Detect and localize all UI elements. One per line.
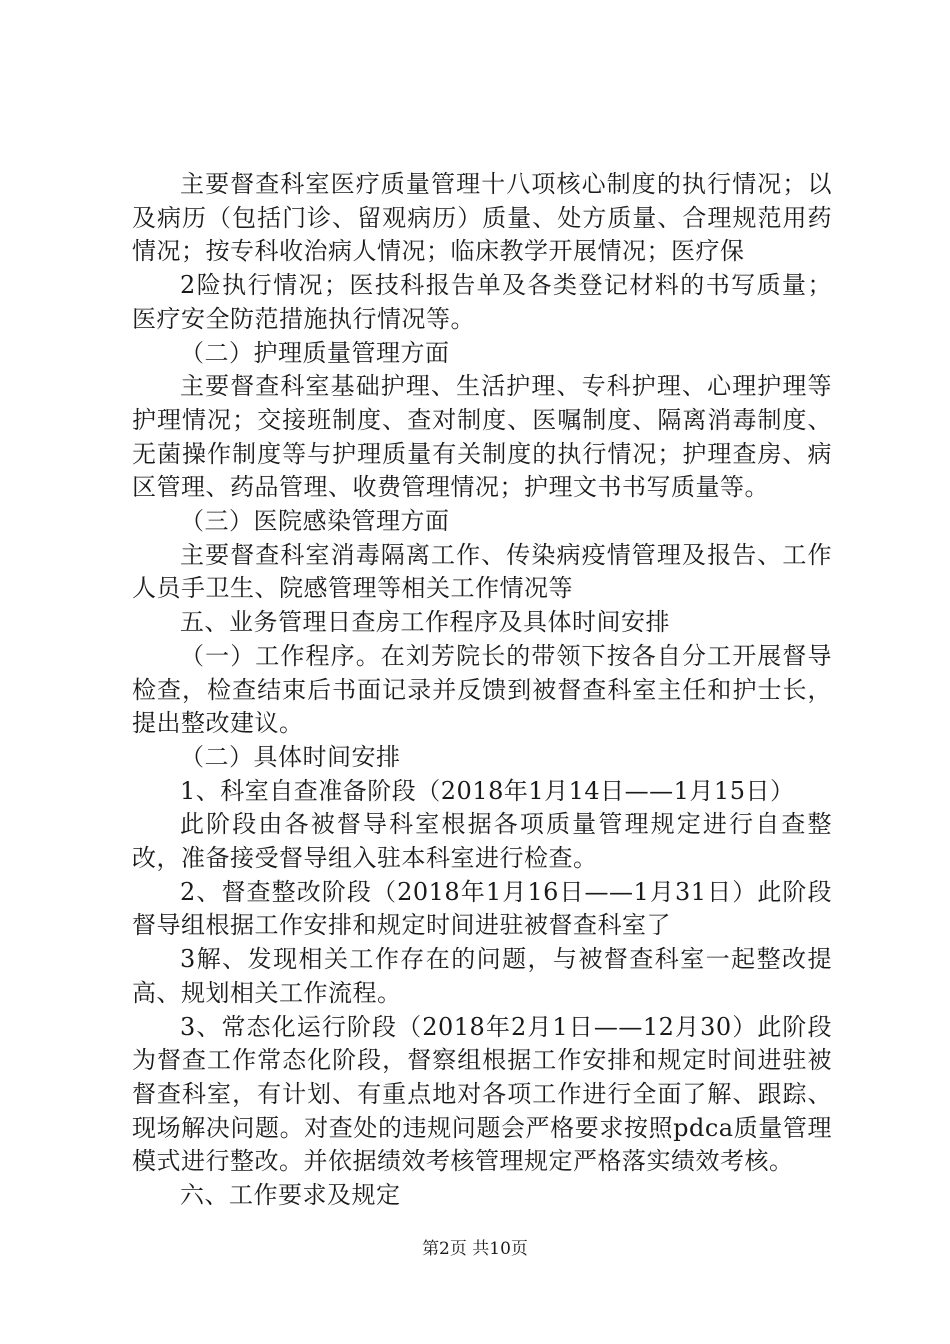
paragraph-medical-quality: 主要督查科室医疗质量管理十八项核心制度的执行情况；以及病历（包括门诊、留观病历）质量、处方质量、合理规范用药情况；按专科收治病人情况；临床教学开展情况；医疗保 [132,170,832,266]
paragraph-stage-two-detail: 3解、发现相关工作存在的问题，与被督查科室一起整改提高、规划相关工作流程。 [132,945,832,1007]
paragraph-medical-insurance: 2险执行情况；医技科报告单及各类登记材料的书写质量；医疗安全防范措施执行情况等。 [132,271,832,333]
paragraph-stage-one-detail: 此阶段由各被督导科室根据各项质量管理规定进行自查整改，准备接受督导组入驻本科室进行检查。 [132,810,832,873]
heading-schedule: （二）具体时间安排 [180,742,401,771]
paragraph-stage-two: 2、督查整改阶段（2018年1月16日——1月31日）此阶段督导组根据工作安排和规定时间进驻被督查科室了 [132,877,832,940]
paragraph-work-procedure: （一）工作程序。在刘芳院长的带领下按各自分工开展督导检查，检查结束后书面记录并反馈到被督查科室主任和护士长，提出整改建议。 [132,641,832,738]
paragraph-nursing-quality: 主要督查科室基础护理、生活护理、专科护理、心理护理等护理情况；交接班制度、查对制度、医嘱制度、隔离消毒制度、无菌操作制度等与护理质量有关制度的执行情况；护理查房、病区管理、药品管理、收费管理情况；护理文书书写质量等。 [132,372,832,502]
paragraph-stage-one: 1、科室自查准备阶段（2018年1月14日——1月15日） [180,776,795,805]
heading-infection-management: （三）医院感染管理方面 [180,507,450,536]
heading-nursing-quality: （二）护理质量管理方面 [180,338,450,367]
page-footer: 第2页 共10页 [422,1239,528,1259]
paragraph-stage-three: 3、常态化运行阶段（2018年2月1日——12月30）此阶段为督查工作常态化阶段，督察组根据工作安排和规定时间进驻被督查科室，有计划、有重点地对各项工作进行全面了解、跟踪、现场解决问题。对查处的违规问题会严格要求按照pdca质量管理模式进行整改。并依据绩效考核管理规定严格落实绩效考核。 [132,1012,832,1176]
heading-section-six: 六、工作要求及规定 [180,1181,401,1210]
paragraph-infection-management: 主要督查科室消毒隔离工作、传染病疫情管理及报告、工作人员手卫生、院感管理等相关工作情况等 [132,540,832,603]
heading-section-five: 五、业务管理日查房工作程序及具体时间安排 [180,608,670,637]
document-body [132,168,832,1213]
